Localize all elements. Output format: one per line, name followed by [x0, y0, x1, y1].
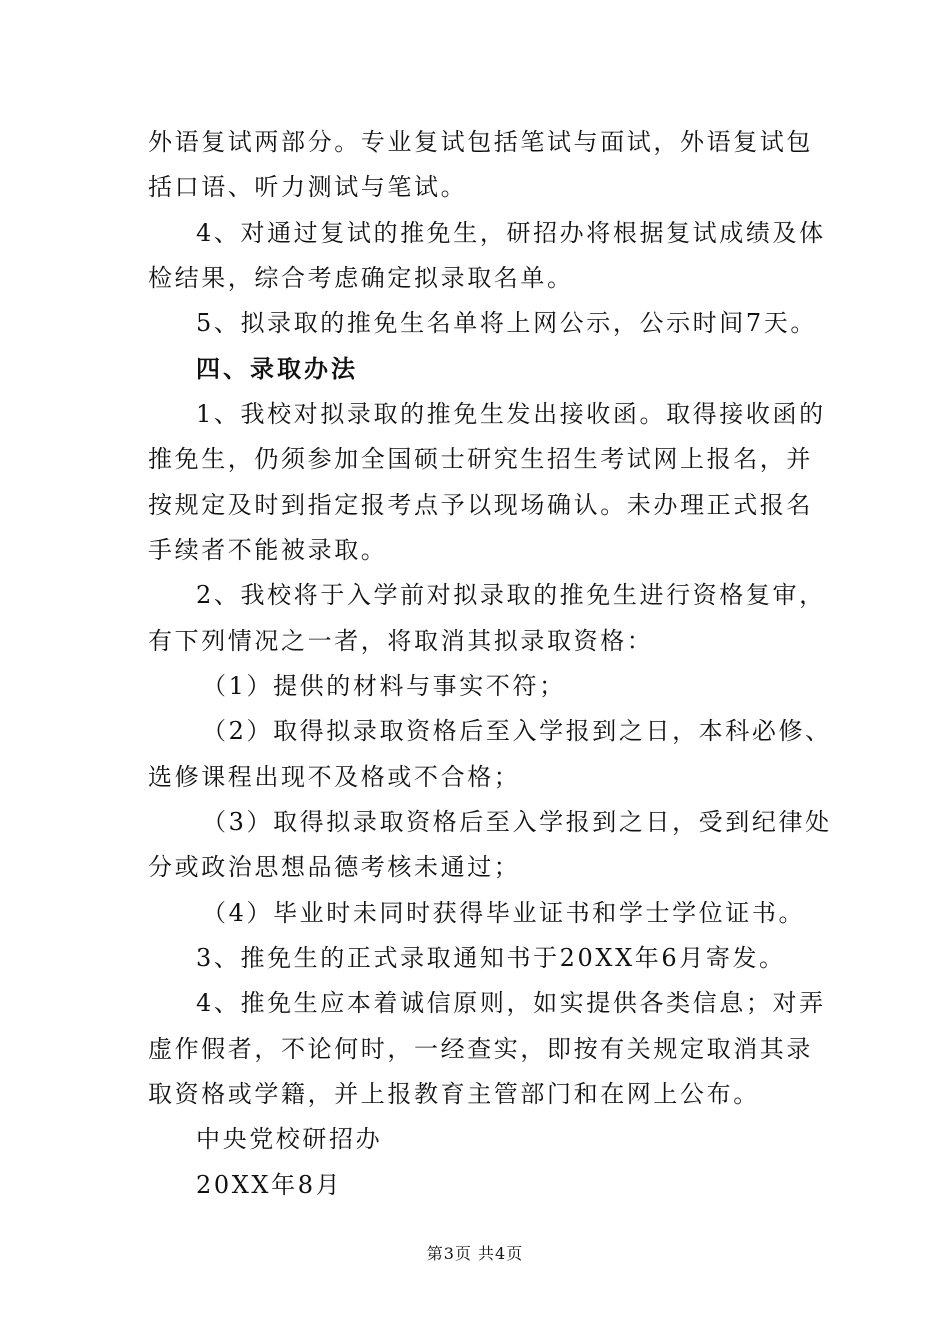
text-line: 有下列情况之一者，将取消其拟录取资格：	[148, 627, 654, 655]
text-line: 检结果，综合考虑确定拟录取名单。	[148, 264, 574, 292]
page-footer: 第3页 共4页	[426, 1244, 524, 1263]
text-line: 4、推免生应本着诚信原则，如实提供各类信息；对弄	[196, 989, 826, 1017]
text-line: （1）提供的材料与事实不符；	[202, 672, 566, 700]
text-line: 分或政治思想品德考核未通过；	[148, 853, 521, 881]
signature-org: 中央党校研招办	[196, 1125, 383, 1153]
text-line: 5、拟录取的推免生名单将上网公示，公示时间7天。	[196, 309, 817, 337]
text-line: 推免生，仍须参加全国硕士研究生招生考试网上报名，并	[148, 445, 813, 473]
text-line: 虚作假者，不论何时，一经查实，即按有关规定取消其录	[148, 1035, 813, 1063]
text-line: 选修课程出现不及格或不合格；	[148, 763, 521, 791]
text-line: （4）毕业时未同时获得毕业证书和学士学位证书。	[202, 899, 806, 927]
text-line: 1、我校对拟录取的推免生发出接收函。取得接收函的	[196, 400, 826, 428]
text-line: 手续者不能被录取。	[148, 536, 388, 564]
text-line: 外语复试两部分。专业复试包括笔试与面试，外语复试包	[148, 128, 813, 156]
signature-date: 20XX年8月	[196, 1171, 343, 1199]
text-line: 4、对通过复试的推免生，研招办将根据复试成绩及体	[196, 219, 826, 247]
text-line: 取资格或学籍，并上报教育主管部门和在网上公布。	[148, 1080, 760, 1108]
section-heading: 四、录取办法	[196, 355, 358, 383]
text-line: 括口语、听力测试与笔试。	[148, 173, 468, 201]
text-line: 2、我校将于入学前对拟录取的推免生进行资格复审，	[196, 581, 826, 609]
text-line: （2）取得拟录取资格后至入学报到之日，本科必修、	[202, 717, 832, 745]
text-line: 按规定及时到指定报考点予以现场确认。未办理正式报名	[148, 491, 813, 519]
text-line: （3）取得拟录取资格后至入学报到之日，受到纪律处	[202, 808, 832, 836]
text-line: 3、推免生的正式录取通知书于20XX年6月寄发。	[196, 944, 786, 972]
